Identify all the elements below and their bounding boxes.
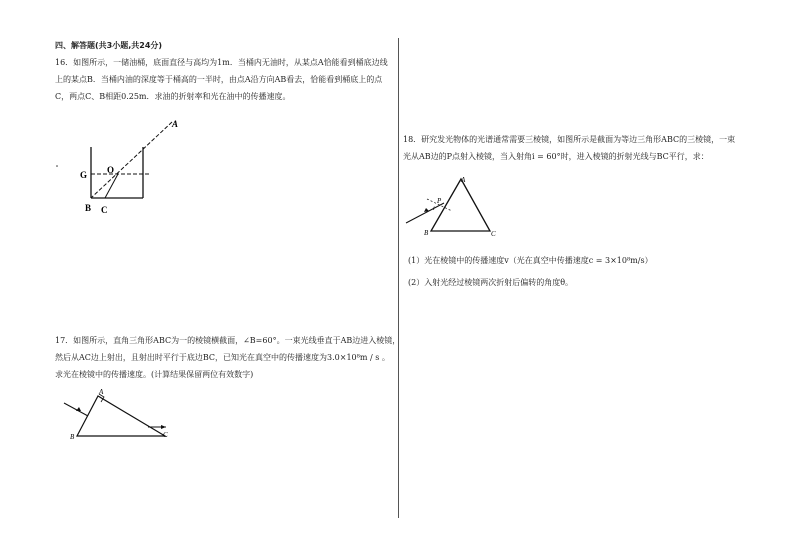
label-G: G <box>80 170 88 180</box>
label-i: i <box>433 206 435 212</box>
q18-line-1: 18．研究发光物体的光谱通常需要三棱镜，如图所示是截面为等边三角形ABC的三棱镜，一束 <box>403 135 736 144</box>
label-P: P <box>437 197 442 205</box>
label-O: O <box>107 165 115 175</box>
q16-line-2: 上的某点B．当桶内油的深度等于桶高的一半时，由点A沿方向AB看去，恰能看到桶底上的点 <box>55 75 383 84</box>
q16-line-1: 16．如图所示，一储油桶，底面直径与高均为1m．当桶内无油时，从某点A恰能看到桶底边线 <box>55 58 388 67</box>
q18-sub-question-1: (1）光在棱镜中的传播速度v（光在真空中传播速度c = 3×10⁸m/s） <box>408 256 653 265</box>
label-A: A <box>461 176 466 184</box>
label-B: B <box>85 203 92 213</box>
q17-line-3: 求光在棱镜中的传播速度。(计算结果保留两位有效数字) <box>55 370 254 379</box>
label-C: C <box>101 205 108 215</box>
q17-line-1: 17．如图所示，直角三角形ABC为一的棱镜横截面，∠B=60°。一束光线垂直于AB边进入棱镜， <box>55 336 401 345</box>
label-C: C <box>491 230 496 238</box>
label-B: B <box>424 229 429 237</box>
incident-ray <box>406 203 444 223</box>
label-B: B <box>70 433 75 441</box>
label-A: A <box>172 119 179 129</box>
label-C: C <box>163 431 168 439</box>
q18-sub-question-2: (2）入射光经过棱镜两次折射后偏转的角度θ。 <box>408 278 574 287</box>
q17-line-2: 然后从AC边上射出，且射出时平行于底边BC，已知光在真空中的传播速度为3.0×10⁸m / s 。 <box>55 353 390 362</box>
q16-line-3: C，两点C、B相距0.25m．求油的折射率和光在油中的传播速度。 <box>55 92 291 101</box>
section-title: 四、解答题(共3小题,共24分) <box>55 41 163 50</box>
q18-line-2: 光从AB边的P点射入棱镜，当入射角i = 60°时，进入棱镜的折射光线与BC平行，求： <box>403 152 709 161</box>
label-A: A <box>99 388 104 396</box>
